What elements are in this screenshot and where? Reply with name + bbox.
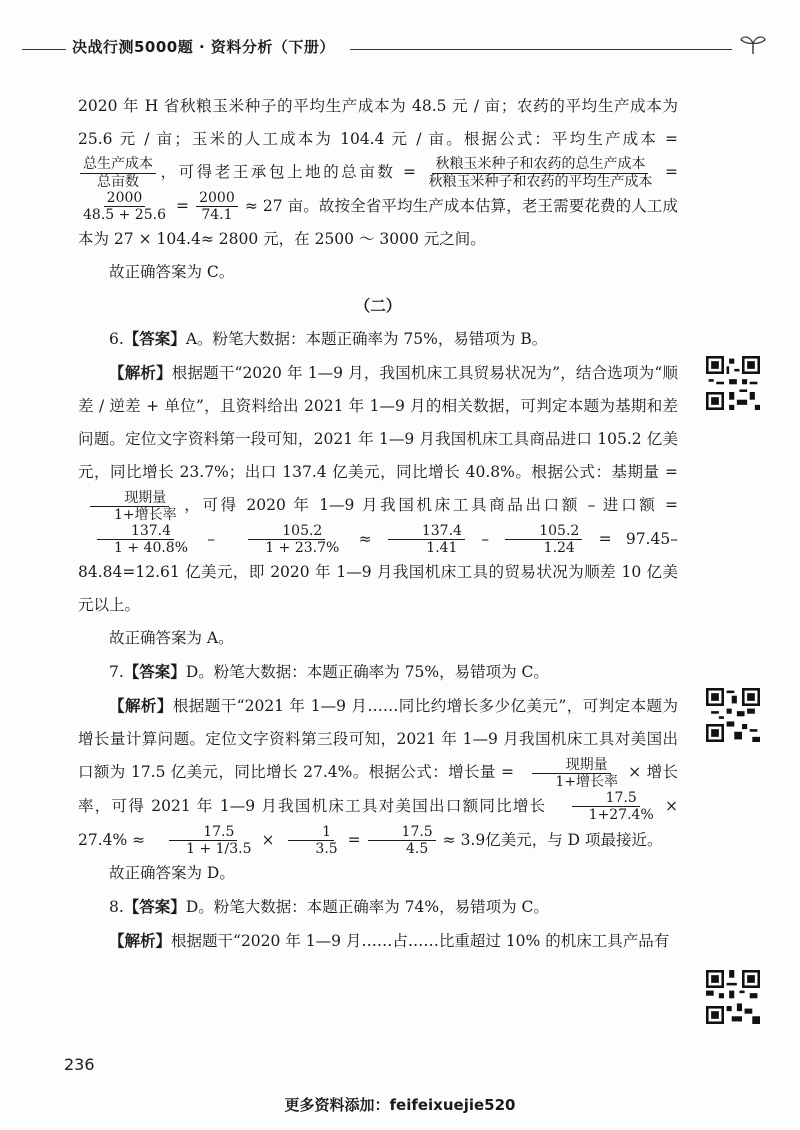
formula-total-mu: [425, 156, 655, 189]
formula-us-export: [555, 790, 657, 823]
frac-den: 1+27.4%: [588, 807, 654, 824]
formula-nested: [152, 824, 254, 857]
q7-explanation-text-2: × 增长率，可得 2021 年 1—9 月我国机床工具对美国出口额同比增长: [78, 763, 678, 815]
explanation-tag: 【解析】: [109, 363, 172, 383]
answer-tag: 【答案】: [123, 329, 186, 349]
header-rule-left: [22, 49, 66, 50]
q6-answer-text: A。粉笔大数据：本题正确率为 75%，易错项为 B。: [185, 330, 548, 349]
formula-base-period: [80, 490, 180, 523]
intro-paragraph: [78, 90, 678, 256]
minus-sign: –: [481, 529, 489, 548]
frac-num: 2000: [196, 190, 238, 207]
page-content: [78, 90, 678, 958]
frac-num: 17.5: [169, 824, 237, 841]
frac-num: 105.2: [248, 523, 325, 540]
approx-sign: ≈: [358, 529, 372, 548]
q8-explanation: [78, 924, 678, 958]
q7-conclusion: 故正确答案为 D。: [109, 864, 235, 883]
q6-explanation-text-1: 根据题干“2020 年 1—9 月，我国机床工具贸易状况为”，结合选项为“顺差 / 逆差 + 单位”，且资料给出 2021 年 1—9 月的相关数据，可判定本题为基期和差问题。定位文字资料第一段可知，2021 年 1—9 月我国机床工具商品进口 105.2 亿美元，同比增长 23.7%；出口 137.4 亿美元，同比增长 40.8%。根据公式：基期量 =: [78, 364, 678, 482]
q7-explanation-text-3: × 27.4% ≈: [78, 796, 678, 849]
frac-num: 总生产成本: [80, 156, 156, 173]
formula-export-approx: [388, 523, 465, 556]
frac-num: 105.2: [505, 523, 582, 540]
frac-den: 1 + 1/3.5: [186, 841, 252, 858]
q6-number: 6.: [109, 330, 124, 349]
frac-num: 2000: [104, 190, 146, 207]
section-title: （二）: [354, 296, 402, 316]
formula-2000-total: [196, 190, 238, 223]
frac-den: 48.5 + 25.6: [83, 207, 166, 224]
q8-answer-text: D。粉笔大数据：本题正确率为 74%，易错项为 C。: [185, 898, 549, 917]
header-rule-right: [350, 49, 732, 50]
frac-num: 1: [288, 824, 334, 841]
equals-sign: =: [176, 196, 190, 215]
answer-tag: 【答案】: [123, 662, 186, 682]
frac-den: 1.24: [543, 540, 575, 557]
frac-den: 1 + 40.8%: [114, 540, 189, 557]
q6-conclusion: 故正确答案为 A。: [109, 629, 234, 648]
intro-text-1: 2020 年 H 省秋粮玉米种子的平均生产成本为 48.5 元 / 亩；农药的平均生产成本为 25.6 元 / 亩；玉米的人工成本为 104.4 元 / 亩。根据公式：平均生产成本 =: [78, 97, 678, 148]
formula-2000-sum: [80, 190, 169, 223]
intro-text-3: ≈ 27 亩。故按全省平均生产成本估算，老王需要花费的人工成本为 27 × 104.4≈ 2800 元，在 2500 ～ 3000 元之间。: [78, 196, 679, 249]
frac-num: 现期量: [532, 757, 611, 774]
page-header: [0, 36, 800, 60]
equals-sign: =: [664, 163, 678, 181]
explanation-tag: 【解析】: [109, 696, 173, 716]
frac-den: 1 + 23.7%: [265, 540, 340, 557]
formula-import-approx: [505, 523, 582, 556]
frac-den: 1.41: [426, 540, 458, 557]
q6-explanation-text-2: ，可得 2020 年 1—9 月我国机床工具商品出口额 – 进口额 =: [181, 496, 678, 515]
frac-den: 74.1: [201, 207, 233, 224]
answer-tag: 【答案】: [123, 897, 186, 917]
qr-code-icon[interactable]: [706, 688, 760, 742]
q8-answer: [78, 890, 678, 924]
formula-import: [231, 523, 342, 556]
footer-note: 更多资料添加：feifeixuejie520: [284, 1096, 516, 1114]
frac-num: 现期量: [90, 490, 169, 507]
q7-explanation-text-4: ≈ 3.9亿美元，与 D 项最接近。: [442, 830, 663, 849]
equals-sign: =: [347, 830, 361, 849]
frac-num: 17.5: [572, 790, 640, 807]
intro-text-2: ，可得老王承包上地的总亩数 =: [158, 163, 416, 181]
q6-explanation: [78, 356, 678, 622]
qr-code-icon[interactable]: [706, 356, 760, 410]
book-title: 决战行测5000题 · 资料分析（下册）: [72, 38, 335, 56]
formula-one-over: [281, 824, 340, 857]
frac-den: 总亩数: [97, 173, 139, 190]
frac-num: 137.4: [388, 523, 465, 540]
frac-den: 秋粮玉米种子和农药的平均生产成本: [428, 173, 653, 190]
frac-den: 1+增长率: [555, 773, 618, 790]
q8-number: 8.: [109, 898, 124, 917]
frac-num: 秋粮玉米种子和农药的总生产成本: [432, 156, 648, 173]
formula-export: [80, 523, 191, 556]
frac-num: 17.5: [368, 824, 436, 841]
q6-explanation-text-3: = 97.45–84.84=12.61 亿美元，即 2020 年 1—9 月我国机床工具的贸易状况为顺差 10 亿美元以上。: [78, 529, 678, 615]
formula-avg-cost: [80, 156, 156, 189]
leaf-icon: [738, 32, 768, 56]
q7-answer: [78, 655, 678, 689]
qr-code-icon[interactable]: [706, 970, 760, 1024]
times-sign: ×: [261, 830, 275, 849]
q7-number: 7.: [109, 663, 124, 682]
formula-growth: [521, 757, 621, 790]
q7-answer-text: D。粉笔大数据：本题正确率为 75%，易错项为 C。: [185, 663, 549, 682]
minus-sign: –: [207, 529, 216, 548]
q7-explanation: [78, 689, 678, 857]
q8-explanation-text-1: 根据题干“2020 年 1—9 月……占……比重超过 10% 的机床工具产品有: [171, 932, 670, 951]
page-number: 236: [64, 1055, 95, 1074]
intro-conclusion: 故正确答案为 C。: [109, 263, 235, 282]
formula-result: [368, 824, 436, 857]
explanation-tag: 【解析】: [109, 931, 172, 951]
frac-num: 137.4: [97, 523, 174, 540]
q6-answer: [78, 322, 678, 356]
q7-explanation-text-1: 根据题干“2021 年 1—9 月……同比约增长多少亿美元”，可判定本题为增长量计算问题。定位文字资料第三段可知，2021 年 1—9 月我国机床工具对美国出口额为 17.5 亿美元，同比增长 27.4%。根据公式：增长量 =: [78, 697, 678, 782]
frac-den: 1+增长率: [114, 506, 177, 523]
frac-den: 4.5: [406, 841, 429, 858]
frac-den: 3.5: [315, 841, 338, 858]
